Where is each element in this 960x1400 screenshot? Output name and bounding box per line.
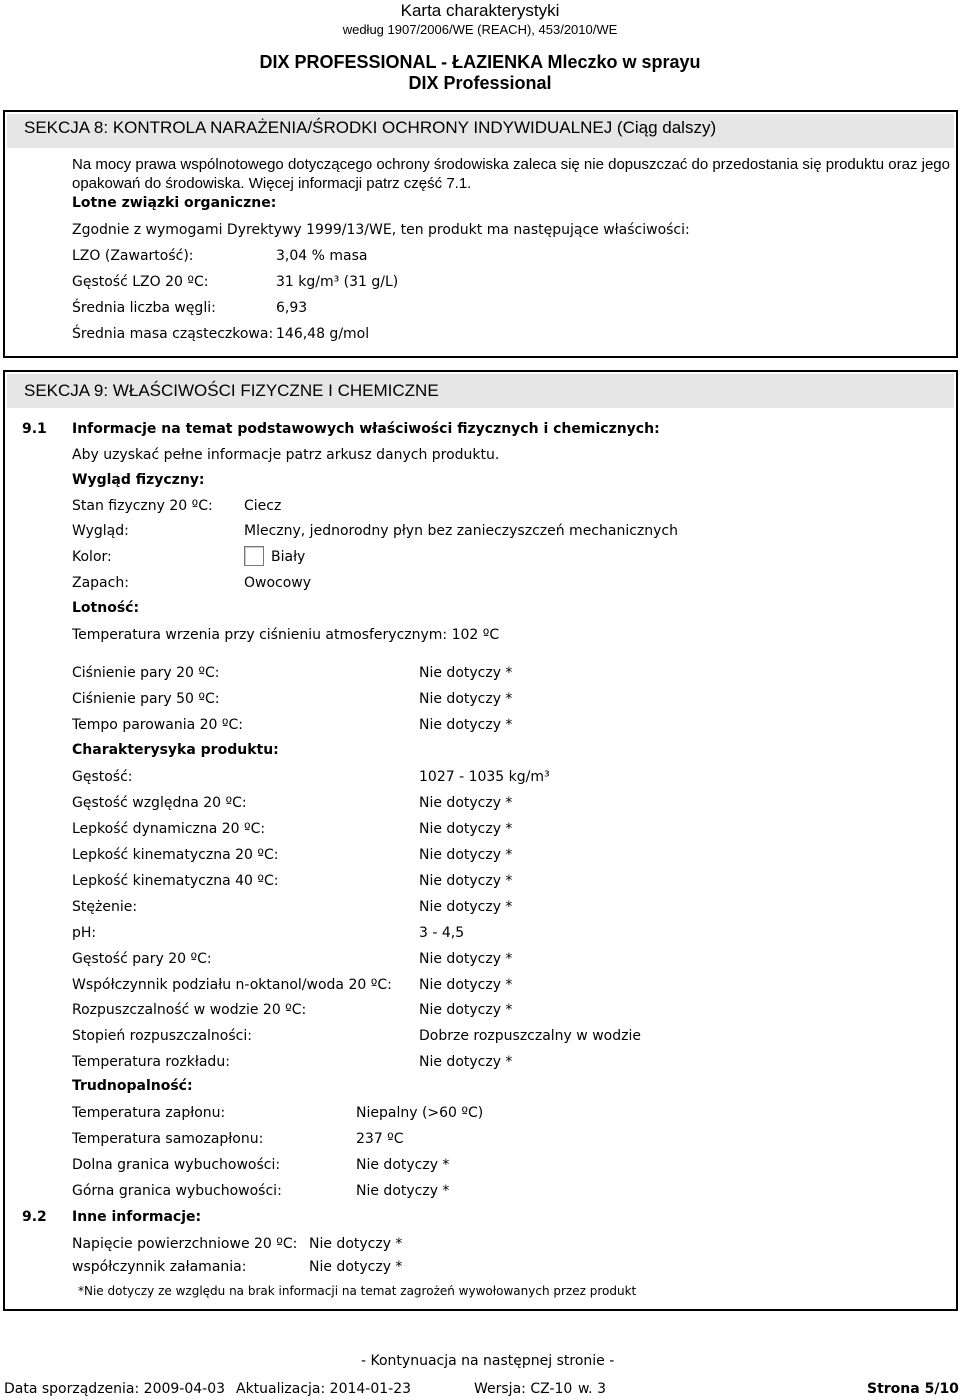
boiling-point: Temperatura wrzenia przy ciśnieniu atmosferycznym: 102 ºC xyxy=(72,627,500,643)
characteristic-label: Lepkość kinematyczna 40 ºC: xyxy=(72,873,279,889)
document-type: Karta charakterystyki xyxy=(400,1,560,20)
characteristic-label: Gęstość: xyxy=(72,769,133,785)
appearance-value: Owocowy xyxy=(244,575,312,591)
characteristics-heading: Charakterysyka produktu: xyxy=(72,742,279,758)
section-8-title: SEKCJA 8: KONTROLA NARAŻENIA/ŚRODKI OCHRONY INDYWIDUALNEJ (Ciąg dalszy) xyxy=(24,118,717,137)
flammability-value: Nie dotyczy * xyxy=(356,1157,450,1173)
appearance-value: Ciecz xyxy=(244,498,282,514)
volatility-value: Nie dotyczy * xyxy=(419,665,513,681)
characteristic-label: Temperatura rozkładu: xyxy=(72,1054,230,1070)
other-info-value: Nie dotyczy * xyxy=(309,1259,403,1275)
volatility-label: Ciśnienie pary 50 ºC: xyxy=(72,691,220,707)
color-swatch-icon xyxy=(244,546,264,566)
creation-date: Data sporządzenia: 2009-04-03 xyxy=(4,1381,226,1397)
voc-value: 3,04 % masa xyxy=(276,248,368,264)
flammability-value: 237 ºC xyxy=(356,1131,404,1147)
volatility-label: Tempo parowania 20 ºC: xyxy=(72,717,243,733)
voc-label: LZO (Zawartość): xyxy=(72,248,194,264)
characteristic-label: Stężenie: xyxy=(72,899,138,915)
characteristic-label: Stopień rozpuszczalności: xyxy=(72,1028,252,1044)
section-9-title: SEKCJA 9: WŁAŚCIWOŚCI FIZYCZNE I CHEMICZNE xyxy=(24,381,439,400)
flammability-label: Górna granica wybuchowości: xyxy=(72,1183,282,1199)
version: Wersja: CZ-10 xyxy=(474,1381,573,1397)
characteristic-label: Rozpuszczalność w wodzie 20 ºC: xyxy=(72,1002,307,1018)
voc-label: Gęstość LZO 20 ºC: xyxy=(72,274,209,290)
flammability-heading: Trudnopalność: xyxy=(72,1078,193,1094)
subsection-9-1-number: 9.1 xyxy=(22,421,47,437)
subsection-9-2-number: 9.2 xyxy=(22,1209,47,1225)
volatility-heading: Lotność: xyxy=(72,600,140,616)
flammability-label: Dolna granica wybuchowości: xyxy=(72,1157,281,1173)
appearance-label: Kolor: xyxy=(72,549,112,565)
appearance-label: Zapach: xyxy=(72,575,129,591)
voc-value: 31 kg/m³ (31 g/L) xyxy=(276,274,399,290)
subsection-9-1-heading: Informacje na temat podstawowych właściwości fizycznych i chemicznych: xyxy=(72,421,660,437)
page-number: Strona 5/10 xyxy=(867,1381,959,1397)
appearance-label: Stan fizyczny 20 ºC: xyxy=(72,498,213,514)
characteristic-value: 1027 - 1035 kg/m³ xyxy=(419,769,550,785)
s9-intro: Aby uzyskać pełne informacje patrz arkusz danych produktu. xyxy=(72,447,500,463)
footnote: *Nie dotyczy ze względu na brak informacji na temat zagrożeń wywołowanych przez produkt xyxy=(78,1284,637,1298)
s8-paragraph-line-2: opakowań do środowiska. Więcej informacji patrz część 7.1. xyxy=(72,175,472,192)
update-date: Aktualizacja: 2014-01-23 xyxy=(236,1381,412,1397)
characteristic-label: Lepkość kinematyczna 20 ºC: xyxy=(72,847,279,863)
company-name: DIX Professional xyxy=(408,73,552,93)
voc-value: 6,93 xyxy=(276,300,308,316)
characteristic-value: Nie dotyczy * xyxy=(419,847,513,863)
voc-label: Średnia masa cząsteczkowa: xyxy=(72,326,274,342)
voc-label: Średnia liczba węgli: xyxy=(72,300,216,316)
flammability-label: Temperatura samozapłonu: xyxy=(72,1131,264,1147)
characteristic-value: Nie dotyczy * xyxy=(419,951,513,967)
other-info-label: współczynnik załamania: xyxy=(72,1259,247,1275)
other-info-value: Nie dotyczy * xyxy=(309,1236,403,1252)
characteristic-label: Lepkość dynamiczna 20 ºC: xyxy=(72,821,266,837)
characteristic-value: 3 - 4,5 xyxy=(419,925,465,941)
voc-value: 146,48 g/mol xyxy=(276,326,370,342)
product-name: DIX PROFESSIONAL - ŁAZIENKA Mleczko w sprayu xyxy=(259,52,701,72)
s8-paragraph-line-1: Na mocy prawa wspólnotowego dotyczącego ochrony środowiska zaleca się nie dopuszczać do przedostania się produktu oraz jego xyxy=(72,156,950,173)
flammability-value: Niepalny (>60 ºC) xyxy=(356,1105,484,1121)
characteristic-value: Nie dotyczy * xyxy=(419,977,513,993)
other-info-label: Napięcie powierzchniowe 20 ºC: xyxy=(72,1236,298,1252)
characteristic-label: pH: xyxy=(72,925,97,941)
characteristic-value: Nie dotyczy * xyxy=(419,795,513,811)
revision: w. 3 xyxy=(578,1381,606,1397)
characteristic-value: Nie dotyczy * xyxy=(419,873,513,889)
volatility-label: Ciśnienie pary 20 ºC: xyxy=(72,665,220,681)
characteristic-label: Współczynnik podziału n-oktanol/woda 20 ºC: xyxy=(72,977,392,993)
appearance-label: Wygląd: xyxy=(72,523,129,539)
volatility-value: Nie dotyczy * xyxy=(419,691,513,707)
characteristic-label: Gęstość pary 20 ºC: xyxy=(72,951,212,967)
characteristic-value: Dobrze rozpuszczalny w wodzie xyxy=(419,1028,641,1044)
appearance-value: Biały xyxy=(271,549,306,565)
voc-intro: Zgodnie z wymogami Dyrektywy 1999/13/WE, ten produkt ma następujące właściwości: xyxy=(72,222,690,238)
appearance-value: Mleczny, jednorodny płyn bez zanieczyszczeń mechanicznych xyxy=(244,523,678,539)
characteristic-label: Gęstość względna 20 ºC: xyxy=(72,795,247,811)
characteristic-value: Nie dotyczy * xyxy=(419,821,513,837)
characteristic-value: Nie dotyczy * xyxy=(419,1002,513,1018)
appearance-heading: Wygląd fizyczny: xyxy=(72,472,205,488)
flammability-label: Temperatura zapłonu: xyxy=(72,1105,226,1121)
subsection-9-2-heading: Inne informacje: xyxy=(72,1209,202,1225)
characteristic-value: Nie dotyczy * xyxy=(419,1054,513,1070)
regulation-reference: według 1907/2006/WE (REACH), 453/2010/WE xyxy=(342,22,618,37)
flammability-value: Nie dotyczy * xyxy=(356,1183,450,1199)
volatility-value: Nie dotyczy * xyxy=(419,717,513,733)
continuation-note: - Kontynuacja na następnej stronie - xyxy=(361,1353,615,1369)
voc-heading: Lotne związki organiczne: xyxy=(72,195,277,211)
characteristic-value: Nie dotyczy * xyxy=(419,899,513,915)
